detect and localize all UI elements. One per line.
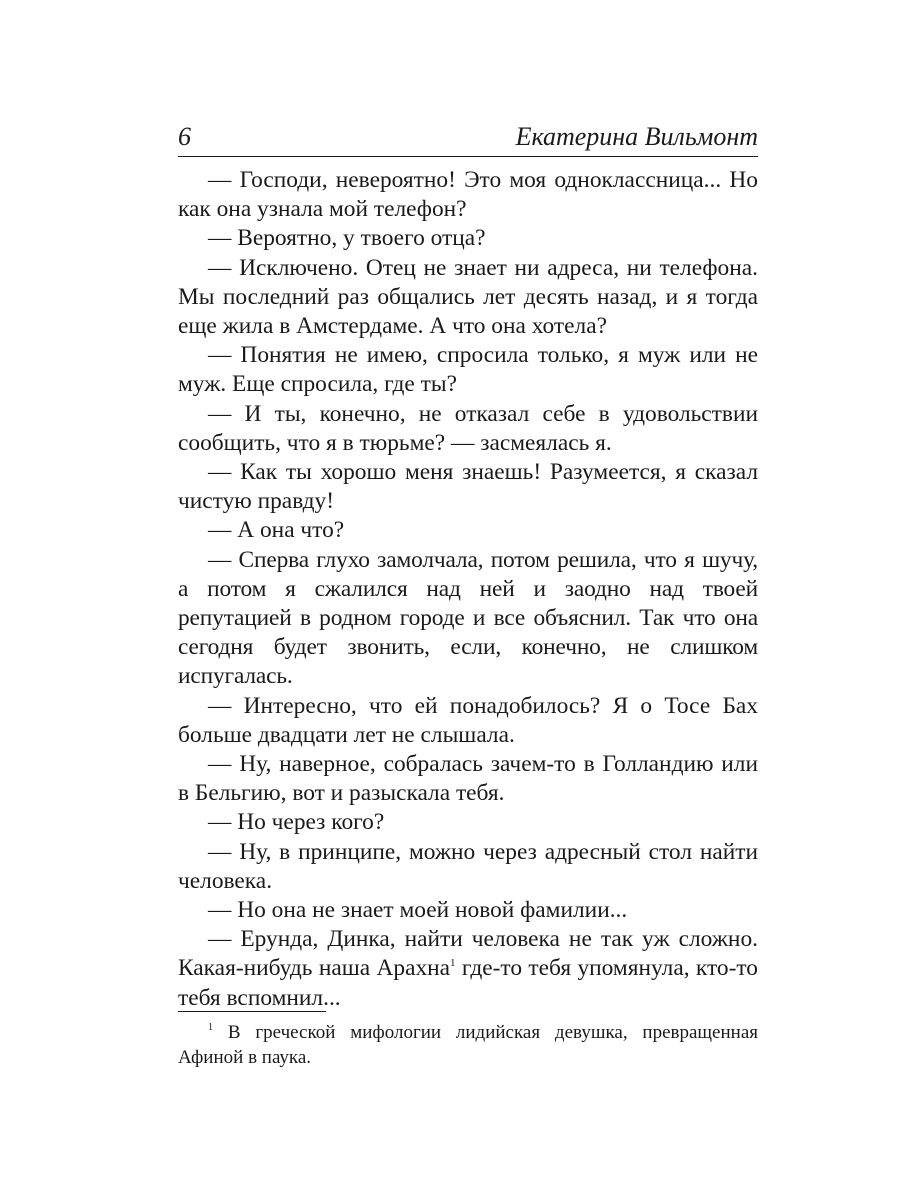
page-number: 6 (178, 122, 191, 151)
paragraph: — Господи, невероятно! Это моя одноклассница... Но как она узнала мой телефон? (178, 167, 758, 223)
footnote-reference: 1 (450, 957, 456, 970)
paragraph: — Интересно, что ей понадобилось? Я о Тосе Бах больше двадцати лет не слышала. (178, 692, 758, 748)
paragraph: — А она что? (208, 517, 345, 544)
paragraph: — Ну, наверное, собралась зачем-то в Голландию или в Бельгию, вот и разыскала тебя. (178, 751, 758, 807)
paragraph: — И ты, конечно, не отказал себе в удовольствии сообщить, что я в тюрьме? — засмеялась я. (178, 400, 758, 456)
paragraph: — Вероятно, у твоего отца? (208, 225, 486, 252)
paragraph-last (178, 925, 758, 1013)
paragraph-text-continued: где-то тебя упомянула, кто-то тебя вспомнил... (178, 955, 758, 1011)
paragraph: — Как ты хорошо меня знаешь! Разумеется, я сказал чистую правду! (178, 459, 758, 515)
paragraph: — Исключено. Отец не знает ни адреса, ни телефона. Мы последний раз общались лет десять назад, и я тогда еще жила в Амстердаме. А что она хотела? (178, 254, 758, 340)
paragraph: — Сперва глухо замолчала, потом решила, что я шучу, а потом я сжалился над ней и заодно над твоей репутацией в родном городе и все объяснил. Так что она сегодня будет звонить, если, конечно, не слишком испугалась. (178, 546, 758, 690)
footnote-divider (178, 1011, 326, 1012)
paragraph: — Понятия не имею, спросила только, я муж или не муж. Еще спросила, где ты? (178, 342, 758, 398)
paragraph-text: — Ерунда, Динка, найти человека не так уж сложно. Какая-нибудь наша Арахна (178, 926, 758, 982)
running-header (178, 118, 758, 157)
footnote (178, 1020, 758, 1070)
footnote-paragraph (178, 1020, 758, 1070)
paragraph: — Ну, в принципе, можно через адресный стол найти человека. (178, 838, 758, 894)
footnote-marker: 1 (208, 1022, 213, 1033)
running-title: Екатерина Вильмонт (515, 122, 758, 151)
paragraph: — Но она не знает моей новой фамилии... (208, 897, 628, 924)
body-text (178, 166, 758, 1013)
paragraph: — Но через кого? (208, 809, 385, 836)
footnote-text: В греческой мифологии лидийская девушка, превращенная Афиной в паука. (178, 1022, 758, 1068)
